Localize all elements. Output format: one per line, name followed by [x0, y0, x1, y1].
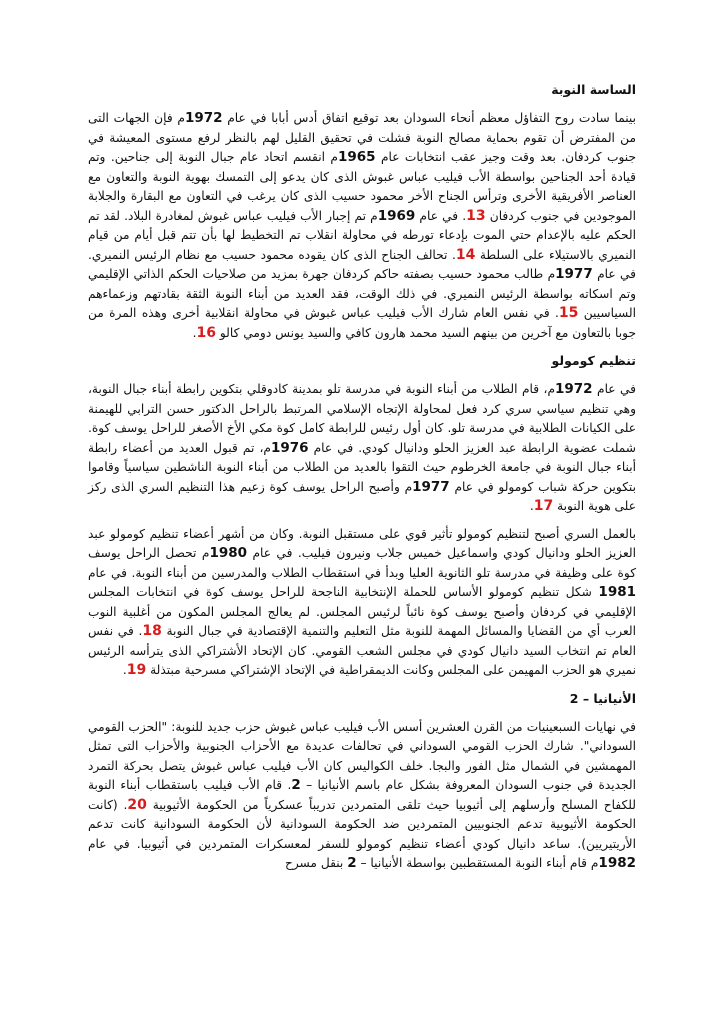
- text-run: شكل تنظيم كومولو الأساس للحملة الإنتخابية الناجحة للراحل يوسف كوة في انتخابات المجلس الإقليمي في كردفان وأصبح يوسف كوة نائباً لرئيس المجلس. لم يعالج المجلس المكون من أغلبية النوب العرب أي من القضايا والمسائل المهمة للنوبة مثل التعليم والتنمية الإقتصادية في جبال النوبة: [88, 585, 637, 638]
- text-run: .: [122, 663, 127, 677]
- document-section: [88, 80, 636, 343]
- emphasized-number: 1977: [555, 266, 593, 282]
- emphasized-number: 1969: [377, 207, 416, 224]
- emphasized-number: 1972: [184, 110, 223, 126]
- footnote-reference: 14: [455, 246, 476, 263]
- document-section: [88, 351, 636, 681]
- text-run: م قام أبناء النوبة المستقطبين بواسطة الأنيانيا –: [356, 856, 599, 870]
- text-run: م تحصل الراحل يوسف كوة على وظيفة في مدرسة تلو الثانوية العليا وبدأ في استقطاب الطلاب والمدرسين من أبناء النوبة. في عام: [88, 546, 636, 580]
- document-section: [88, 689, 636, 874]
- text-run: م، قام الطلاب من أبناء النوبة في مدرسة تلو بمدينة كادوقلي بتكوين رابطة أبناء جبال النوبة، وهي تنظيم سياسي سري كرد فعل لمحاولة الإتجاه الإسلامي المرتبط بالراحل الدكتور حسن الترابي للهيمنة على الكيانات الطلابية في مدرسة تلو. كان أول رئيس للرابطة كامل كوة مكي الأخ الأصغر للراحل يوسف كوة. شملت عضوية الرابطة عبد العزيز الحلو ودانيال كودي. في عام: [88, 382, 636, 455]
- footnote-reference: 19: [126, 662, 147, 678]
- text-run: . (كانت الحكومة الأثيوبية تدعم الجنوبيين المتمردين ضد الحكومة السودانية لأن الحكومة السودانية كانت تدعم الأريتيريين). ساعد دانيال كودي أعضاء تنظيم كومولو للسفر لمعسكرات المتمردين في أثيوبيا. في عام: [88, 797, 636, 851]
- text-run: . في نفس العام شارك الأب فيليب عباس غبوش في محاولة انقلابية أخرى وهذه المرة من جوبا بالتعاون مع آخرين من بينهم السيد محمد هارون كافي والسيد يونس دومي كالو: [88, 306, 636, 340]
- text-run: في عام: [592, 382, 636, 396]
- text-run: م فإن الجهات التى من المفترض أن تقوم بحماية مصالح النوبة فشلت في تحقيق القليل لهم بالنظر لرفع مستوى المعيشة في جنوب كردفان. بعد وقت وجيز عقب انتخابات عام: [88, 111, 636, 164]
- emphasized-number: 1965: [337, 149, 376, 165]
- emphasized-number: 1976: [270, 439, 309, 456]
- text-run: م، تم قبول العديد من أعضاء رابطة أبناء جبال النوبة في جامعة الخرطوم حيث التقوا بالعديد من الطلاب من أبناء النوبة الناشطين سياسياً وقاموا بتكوين حركة شباب كومولو في عام: [88, 440, 636, 494]
- emphasized-number: 1977: [412, 478, 450, 495]
- footnote-reference: 20: [127, 796, 147, 813]
- text-run: بينما سادت روح التفاؤل معظم أنحاء السودان بعد توقيع اتفاق أدس أبابا في عام: [222, 111, 636, 125]
- emphasized-number: 1982: [598, 855, 636, 871]
- document-body: [88, 80, 636, 882]
- body-paragraph: [88, 525, 636, 681]
- body-paragraph: [88, 380, 636, 517]
- text-run: . في عام: [415, 208, 467, 223]
- footnote-reference: 15: [558, 305, 579, 321]
- footnote-reference: 16: [196, 324, 216, 341]
- text-run: بنقل مسرح: [284, 856, 348, 870]
- section-heading: تنظيم كومولو: [551, 353, 636, 368]
- text-run: م انقسم اتحاد عام جبال النوبة إلى جناحين. وتم قيادة أحد الجناحين بواسطة الأب فيليب عباس غبوش الذى كان يدعو إلى التمسك بهوية النوبة والتعاون مع العناصر الأفريقية الأخرى وترأس الجناح الأخر محمود حسيب الذى كان يرغب في التعاون مع البقارة والجلابة الموجودين في جنوب كردفان: [88, 150, 636, 223]
- text-run: .: [529, 499, 534, 513]
- emphasized-number: 2: [291, 777, 301, 793]
- body-paragraph: [88, 718, 636, 874]
- text-run: . في نفس العام تم انتخاب السيد دانيال كودي في مجلس الشعب القومي. كان الإتحاد الأشتراكي الذى يترأسه الرئيس نميري هو الحزب المهيمن على المجلس وكانت الديمقراطية في الإتحاد الإشتراكي مسرحية مبتذلة: [88, 624, 636, 677]
- text-run: م وأصبح الراحل يوسف كوة زعيم هذا التنظيم السري الذى ركز على هوية النوبة: [88, 479, 636, 513]
- emphasized-number: 2: [347, 855, 357, 871]
- text-run: م تم إجبار الأب فيليب عباس غبوش لمغادرة البلاد. لقد تم الحكم عليه بالإعدام حتي الموت بإدعاء تورطه في محاولة انقلاب تم التخطيط لها بأن تتم قبل أيام من قيام النميري بالاستيلاء على السلطة: [88, 208, 636, 262]
- emphasized-number: 1972: [555, 381, 593, 397]
- emphasized-number: 1981: [598, 584, 636, 600]
- text-run: .: [192, 325, 197, 340]
- footnote-reference: 18: [142, 623, 162, 639]
- section-heading: الساسة النوبة: [551, 82, 636, 97]
- text-run: . قام الأب فيليب باستقطاب أبناء النوبة للكفاح المسلح وأرسلهم إلى أثيوبيا حيث تلقى المتمردين تدريباً عسكرياً من الحكومة الأثيوبية: [88, 778, 636, 812]
- text-run: في نهايات السبعينيات من القرن العشرين أسس الأب فيليب عباس غبوش حزب جديد للنوبة: "الحزب القومي السوداني". شارك الحزب القومي السوداني في تحالفات عديدة مع الأحزاب الجنوبية والأحزاب التى تمثل المهمشين في الشمال مثل الفور والبجا. خلف الكواليس كان الأب فيليب عباس غبوش يتصل بحركة التمرد الجديدة في جنوب السودان المعروفة بشكل عام باسم الأنيانيا –: [88, 719, 636, 792]
- emphasized-number: 1980: [209, 545, 248, 561]
- text-run: بالعمل السري أصبح لتنظيم كومولو تأثير قوي على مستقبل النوبة. وكان من أشهر أعضاء تنظيم كومولو عبد العزيز الحلو ودانيال كودي واسماعيل خميس جلاب ونيرون فيليب. في عام: [88, 526, 637, 560]
- footnote-reference: 13: [466, 207, 486, 224]
- body-paragraph: [88, 109, 636, 343]
- section-heading: الأنيانيا – 2: [569, 690, 636, 706]
- footnote-reference: 17: [533, 498, 554, 514]
- text-run: . تحالف الجناح الذى كان يقوده محمود حسيب مع نظام الرئيس النميري. في عام: [88, 247, 636, 281]
- text-run: م طالب محمود حسيب بصفته حاكم كردفان جهرة بمزيد من صلاحيات الحكم الذاتي الإقليمي وتم اسكاته بواسطة الرئيس النميري. في ذلك الوقت، فقد العديد من أبناء النوبة الثقة بقادتهم وزعماءهم السياسيين: [88, 267, 636, 320]
